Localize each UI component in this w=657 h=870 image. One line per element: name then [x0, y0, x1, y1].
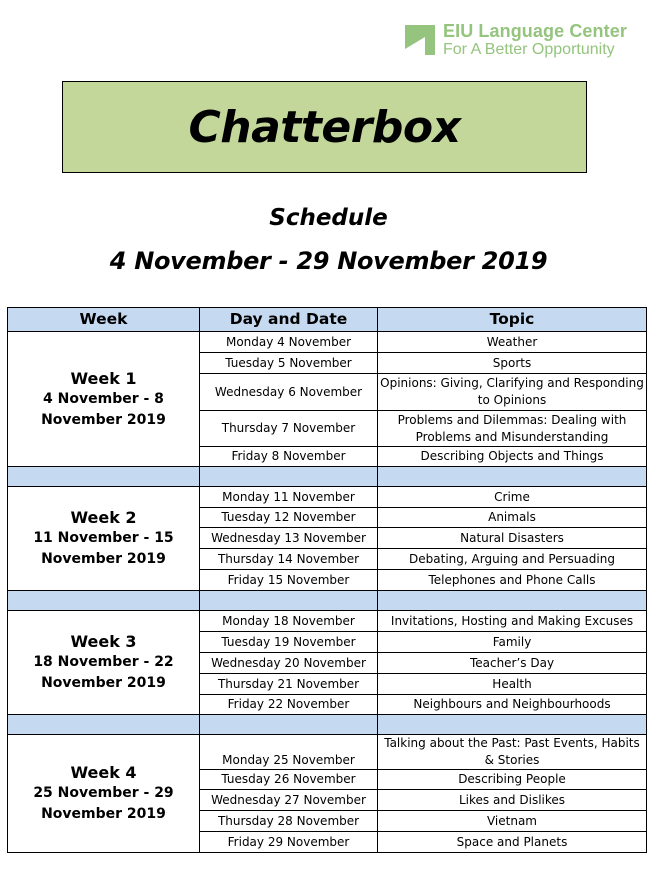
week-range-line1: 25 November - 29	[33, 785, 174, 801]
day-cell: Friday 8 November	[200, 447, 378, 467]
separator-row	[8, 591, 647, 611]
separator-cell	[8, 591, 200, 611]
logo-tagline: For A Better Opportunity	[443, 41, 615, 58]
week-name: Week 2	[70, 508, 137, 527]
topic-cell: Health	[378, 674, 647, 695]
separator-row	[8, 715, 647, 735]
topic-cell: Telephones and Phone Calls	[378, 570, 647, 591]
topic-cell: Talking about the Past: Past Events, Habits & Stories	[378, 735, 647, 770]
week-range-line1: 4 November - 8	[43, 390, 164, 407]
day-cell: Thursday 7 November	[200, 411, 378, 447]
day-cell: Thursday 21 November	[200, 674, 378, 695]
day-cell: Monday 4 November	[200, 332, 378, 353]
week-cell	[8, 611, 200, 715]
week-range-line2: November 2019	[41, 806, 166, 822]
day-cell: Friday 15 November	[200, 570, 378, 591]
topic-cell: Describing People	[378, 770, 647, 790]
topic-cell: Opinions: Giving, Clarifying and Responding to Opinions	[378, 374, 647, 411]
day-cell: Monday 18 November	[200, 611, 378, 632]
header-week: Week	[8, 308, 200, 332]
separator-cell	[8, 715, 200, 735]
topic-cell: Sports	[378, 353, 647, 374]
topic-cell: Describing Objects and Things	[378, 447, 647, 467]
header-day-and-date: Day and Date	[200, 308, 378, 332]
logo	[403, 21, 653, 65]
topic-cell: Weather	[378, 332, 647, 353]
day-cell: Tuesday 26 November	[200, 770, 378, 790]
topic-cell: Debating, Arguing and Persuading	[378, 549, 647, 570]
week-name: Week 1	[70, 368, 137, 388]
title-box	[62, 81, 587, 173]
day-cell: Wednesday 27 November	[200, 790, 378, 811]
table-row	[8, 332, 647, 353]
day-cell: Friday 22 November	[200, 695, 378, 715]
day-cell: Wednesday 13 November	[200, 528, 378, 549]
day-cell: Monday 11 November	[200, 487, 378, 508]
topic-cell: Vietnam	[378, 811, 647, 832]
page-title: Chatterbox	[188, 101, 461, 153]
header-topic: Topic	[378, 308, 647, 332]
topic-cell: Space and Planets	[378, 832, 647, 853]
topic-cell: Invitations, Hosting and Making Excuses	[378, 611, 647, 632]
week-range-line2: November 2019	[41, 411, 166, 428]
topic-cell: Animals	[378, 508, 647, 528]
day-cell: Tuesday 5 November	[200, 353, 378, 374]
day-cell: Thursday 14 November	[200, 549, 378, 570]
topic-cell: Teacher’s Day	[378, 653, 647, 674]
topic-cell: Neighbours and Neighbourhoods	[378, 695, 647, 715]
schedule-label: Schedule	[269, 205, 388, 231]
topic-cell: Problems and Dilemmas: Dealing with Problems and Misunderstanding	[378, 411, 647, 447]
topic-cell: Likes and Dislikes	[378, 790, 647, 811]
day-cell: Wednesday 20 November	[200, 653, 378, 674]
table-row	[8, 487, 647, 508]
day-cell: Friday 29 November	[200, 832, 378, 853]
day-cell: Thursday 28 November	[200, 811, 378, 832]
day-cell: Wednesday 6 November	[200, 374, 378, 411]
table-row	[8, 735, 647, 770]
week-name: Week 3	[70, 632, 137, 651]
day-cell: Tuesday 12 November	[200, 508, 378, 528]
separator-cell	[200, 715, 378, 735]
schedule-table	[7, 307, 647, 853]
topic-cell: Crime	[378, 487, 647, 508]
separator-cell	[200, 591, 378, 611]
week-cell	[8, 332, 200, 467]
day-cell: Tuesday 19 November	[200, 632, 378, 653]
separator-cell	[378, 467, 647, 487]
week-range-line1: 18 November - 22	[33, 654, 174, 670]
separator-cell	[200, 467, 378, 487]
table-row	[8, 611, 647, 632]
week-cell	[8, 487, 200, 591]
separator-cell	[8, 467, 200, 487]
separator-row	[8, 467, 647, 487]
table-header-row	[8, 308, 647, 332]
week-cell	[8, 735, 200, 853]
logo-title: EIU Language Center	[443, 21, 627, 41]
separator-cell	[378, 715, 647, 735]
topic-cell: Family	[378, 632, 647, 653]
week-range-line2: November 2019	[41, 551, 166, 567]
day-cell: Monday 25 November	[200, 735, 378, 770]
date-range: 4 November - 29 November 2019	[109, 247, 548, 275]
topic-cell: Natural Disasters	[378, 528, 647, 549]
separator-cell	[378, 591, 647, 611]
logo-mark-icon	[403, 23, 437, 57]
week-name: Week 4	[70, 763, 137, 782]
week-range-line1: 11 November - 15	[33, 530, 174, 546]
week-range-line2: November 2019	[41, 675, 166, 691]
